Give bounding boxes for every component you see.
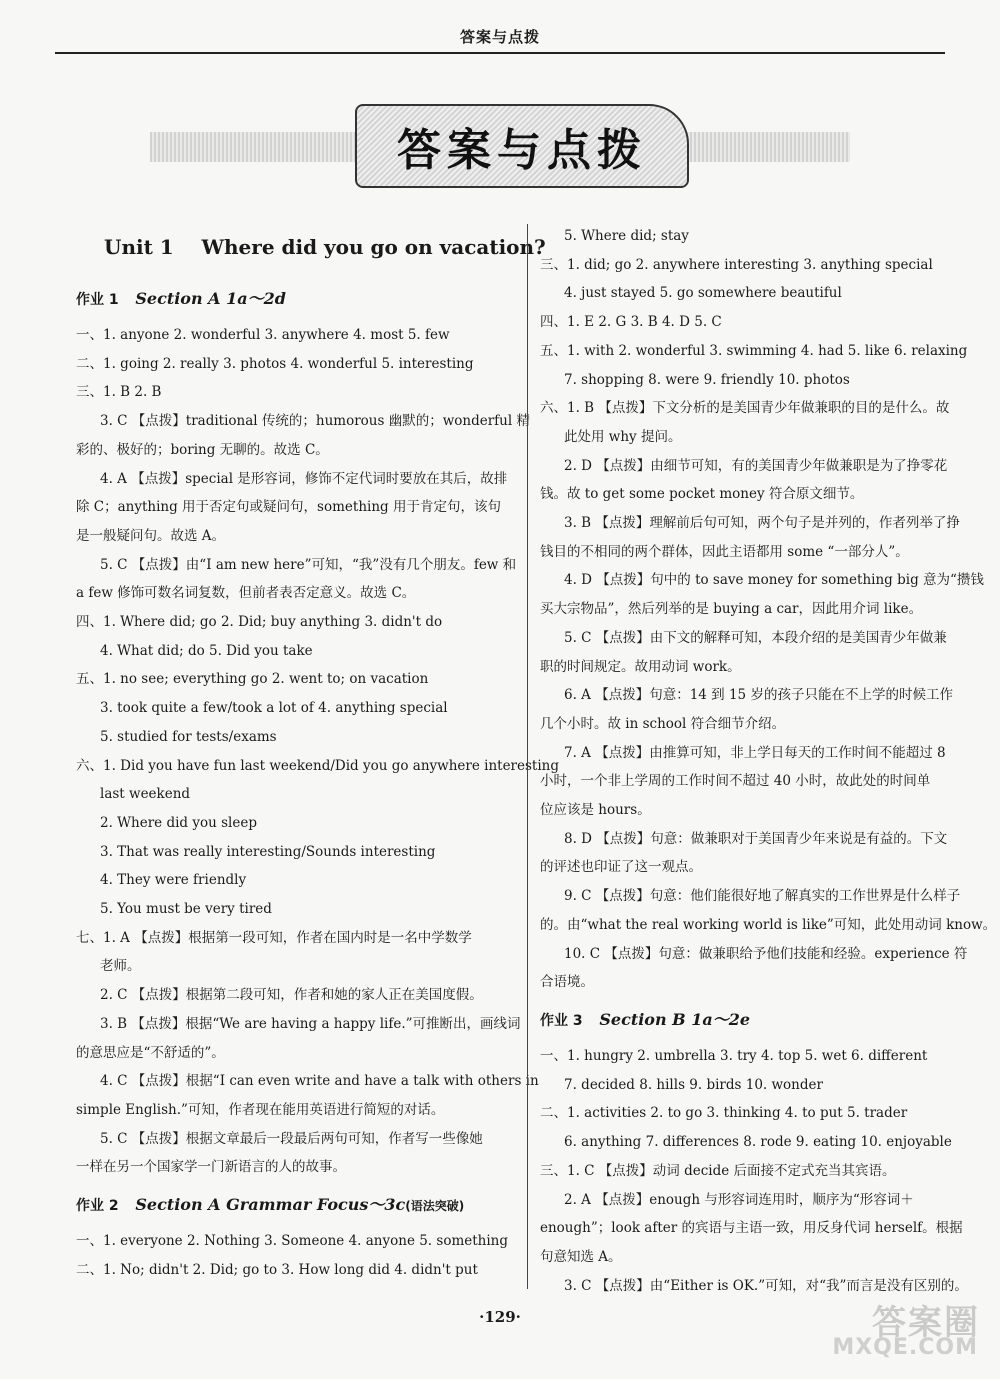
homework-label: 作业 2: [76, 1198, 119, 1215]
answer-line: 3. That was really interesting/Sounds interesting: [100, 843, 436, 860]
column-divider: [527, 224, 528, 1289]
answer-line: 10. C 【点拨】句意：做兼职给予他们技能和经验。experience 符: [564, 945, 968, 962]
answer-line: 三、1. C 【点拨】动词 decide 后面接不定式充当其宾语。: [540, 1162, 896, 1179]
answer-line: 四、1. E 2. G 3. B 4. D 5. C: [540, 314, 722, 331]
answer-line: 职的时间规定。故用动词 work。: [540, 658, 741, 675]
answer-line: 6. A 【点拨】句意：14 到 15 岁的孩子只能在不上学的时候工作: [564, 687, 953, 704]
answer-line: 3. C 【点拨】由“Either is OK.”可知，对“我”而言是没有区别的。: [564, 1277, 968, 1294]
answer-line: 除 C；anything 用于否定句或疑问句，something 用于肯定句，该句: [76, 499, 501, 516]
homework-label: 作业 3: [540, 1012, 583, 1029]
answer-line: 6. anything 7. differences 8. rode 9. eating 10. enjoyable: [564, 1134, 952, 1151]
answer-line: 5. You must be very tired: [100, 901, 272, 918]
answer-line: 六、1. Did you have fun last weekend/Did you go anywhere interesting: [76, 757, 560, 774]
answer-line: 一、1. everyone 2. Nothing 3. Someone 4. anyone 5. something: [76, 1233, 509, 1250]
answer-line: 此处用 why 提问。: [564, 428, 682, 445]
answer-line: 二、1. activities 2. to go 3. thinking 4. to put 5. trader: [540, 1105, 908, 1122]
answer-line: 2. Where did you sleep: [100, 814, 257, 831]
title-banner: [355, 104, 689, 188]
answer-line: 7. shopping 8. were 9. friendly 10. photos: [564, 371, 850, 388]
section-title: Section A 1a～2d: [118, 289, 286, 308]
section-title: Section B 1a～2e: [582, 1009, 751, 1029]
answer-line: 7. A 【点拨】由推算可知，非上学日每天的工作时间不能超过 8: [564, 744, 946, 761]
answer-line: last weekend: [100, 786, 191, 803]
answer-line: 二、1. No; didn't 2. Did; go to 3. How long did 4. didn't put: [76, 1261, 478, 1278]
answer-line: 3. B 【点拨】根据“We are having a happy life.”可推断出，画线词: [100, 1015, 521, 1032]
answer-line: 3. B 【点拨】理解前后句可知，两个句子是并列的，作者列举了挣: [564, 515, 960, 532]
answer-line: 9. C 【点拨】句意：他们能很好地了解真实的工作世界是什么样子: [564, 888, 961, 905]
answer-line: 是一般疑问句。故选 A。: [76, 527, 226, 544]
answer-line: simple English.”可知，作者现在能用英语进行简短的对话。: [76, 1101, 445, 1118]
answer-line: a few 修饰可数名词复数，但前者表否定意义。故选 C。: [76, 585, 416, 602]
answer-line: 4. A 【点拨】special 是形容词，修饰不定代词时要放在其后，故排: [100, 470, 508, 487]
answer-line: 5. studied for tests/exams: [100, 728, 277, 745]
watermark-logo: [780, 1295, 980, 1365]
answer-line: 二、1. going 2. really 3. photos 4. wonderful 5. interesting: [76, 355, 474, 372]
homework-label: 作业 1: [76, 292, 119, 308]
answer-line: 的。由“what the real working world is like”可知，此处用动词 know。: [540, 916, 997, 933]
section-heading: [540, 1005, 985, 1036]
answer-line: 一、1. hungry 2. umbrella 3. try 4. top 5. wet 6. different: [540, 1047, 928, 1064]
section-title: Section A Grammar Focus～3c: [118, 1195, 406, 1215]
answer-line: 钱。故 to get some pocket money 符合原文细节。: [540, 486, 864, 503]
answer-line: 三、1. B 2. B: [76, 384, 162, 401]
answer-line: 的意思应是“不舒适的”。: [76, 1044, 225, 1061]
answer-line: 5. C 【点拨】根据文章最后一段最后两句可知，作者写一些像她: [100, 1130, 483, 1147]
left-column: [76, 222, 560, 1285]
answer-line: 买大宗物品”，然后列举的是 buying a car，因此用介词 like。: [540, 601, 923, 618]
section-heading: [76, 284, 516, 315]
answer-line: 四、1. Where did; go 2. Did; buy anything 3. didn't do: [76, 614, 443, 631]
answer-line: 位应该是 hours。: [540, 802, 651, 819]
answer-line: 3. C 【点拨】traditional 传统的；humorous 幽默的；wonderful 精: [100, 413, 530, 430]
answer-line: 老师。: [100, 958, 141, 975]
watermark-url: MXQE.COM: [832, 1335, 978, 1360]
answer-line: 七、1. A 【点拨】根据第一段可知，作者在国内时是一名中学数学: [76, 929, 472, 946]
answer-line: 2. D 【点拨】由细节可知，有的美国青少年做兼职是为了挣零花: [564, 457, 948, 474]
answer-line: 3. took quite a few/took a lot of 4. anything special: [100, 700, 448, 717]
answer-line: 8. D 【点拨】句意：做兼职对于美国青少年来说是有益的。下文: [564, 830, 948, 847]
answer-line: 4. C 【点拨】根据“I can even write and have a talk with others in: [100, 1073, 539, 1090]
header-rule: [55, 52, 945, 54]
answer-line: 4. What did; do 5. Did you take: [100, 642, 313, 659]
answer-line: 4. just stayed 5. go somewhere beautiful: [564, 285, 842, 302]
answer-line: 4. They were friendly: [100, 872, 247, 889]
answer-line: 4. D 【点拨】句中的 to save money for something big 意为“攒钱: [564, 572, 984, 589]
answer-line: 7. decided 8. hills 9. birds 10. wonder: [564, 1076, 823, 1093]
answer-line: 五、1. no see; everything go 2. went to; on vacation: [76, 671, 429, 688]
answer-line: 五、1. with 2. wonderful 3. swimming 4. had 5. like 6. relaxing: [540, 342, 968, 359]
answer-line: 2. A 【点拨】enough 与形容词连用时，顺序为“形容词＋: [564, 1191, 914, 1208]
page-number: ·129·: [479, 1308, 521, 1326]
answer-line: 一、1. anyone 2. wonderful 3. anywhere 4. most 5. few: [76, 327, 450, 343]
banner-title: 答案与点拨: [397, 125, 647, 176]
answer-line: 5. Where did; stay: [564, 228, 689, 244]
answer-line: 钱目的不相同的两个群体，因此主语都用 some “一部分人”。: [540, 543, 909, 560]
answer-line: 三、1. did; go 2. anywhere interesting 3. anything special: [540, 256, 933, 273]
section-heading: [76, 1190, 516, 1221]
section-note: (语法突破): [405, 1199, 465, 1214]
answer-line: 的评述也印证了这一观点。: [540, 859, 702, 876]
right-column: [540, 222, 997, 1300]
answer-line: 小时，一个非上学周的工作时间不超过 40 小时，故此处的时间单: [540, 773, 931, 790]
answer-line: 2. C 【点拨】根据第二段可知，作者和她的家人正在美国度假。: [100, 987, 483, 1004]
answer-line: 5. C 【点拨】由“I am new here”可知，“我”没有几个朋友。few 和: [100, 556, 517, 573]
unit-title: Unit 1 Where did you go on vacation?: [104, 235, 546, 259]
answer-line: 合语境。: [540, 974, 594, 991]
answer-line: 几个小时。故 in school 符合细节介绍。: [540, 715, 786, 732]
running-head: 答案与点拨: [459, 28, 540, 46]
answer-line: 5. C 【点拨】由下文的解释可知，本段介绍的是美国青少年做兼: [564, 629, 947, 646]
answer-line: 六、1. B 【点拨】下文分析的是美国青少年做兼职的目的是什么。故: [540, 400, 950, 417]
answer-line: 一样在另一个国家学一门新语言的人的故事。: [76, 1159, 346, 1176]
answer-line: 句意知选 A。: [540, 1248, 622, 1265]
answer-line: enough”；look after 的宾语与主语一致，用反身代词 herself。根据: [540, 1220, 963, 1237]
watermark-text: 答案圈: [872, 1303, 980, 1343]
answer-line: 彩的、极好的；boring 无聊的。故选 C。: [76, 441, 329, 458]
